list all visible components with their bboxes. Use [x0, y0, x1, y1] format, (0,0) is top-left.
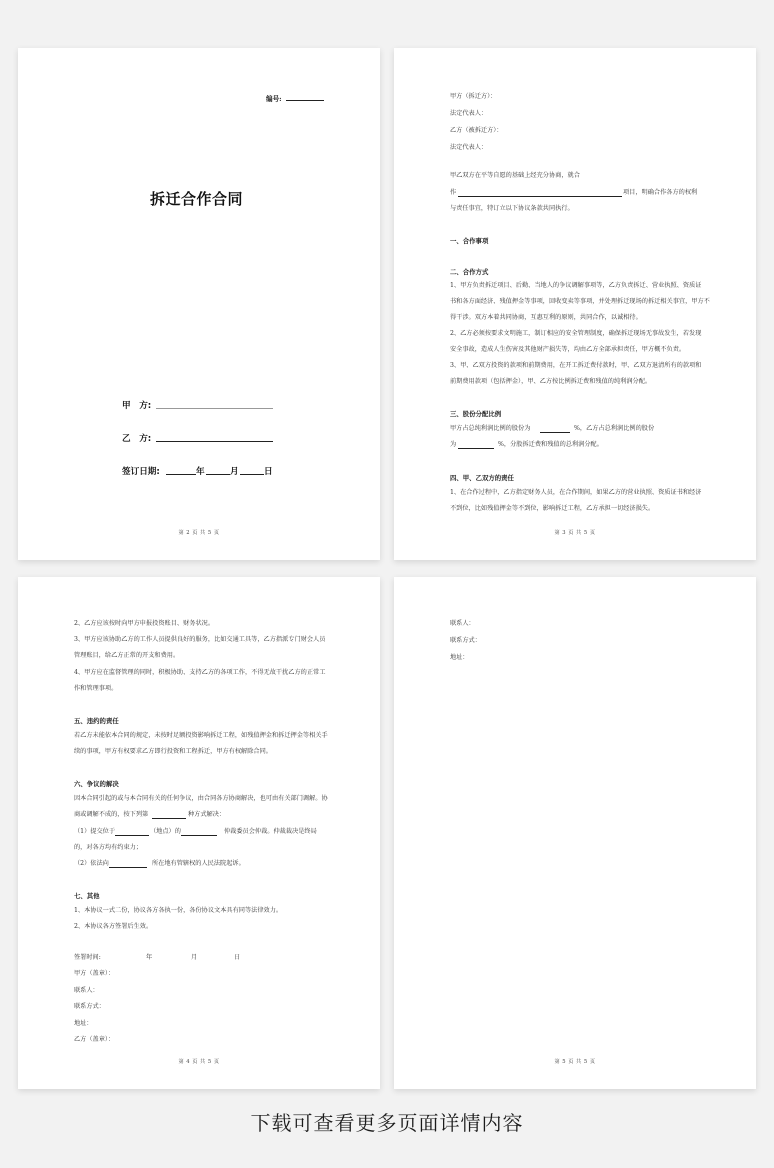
page-footer: 第 3 页 共 5 页	[554, 530, 596, 536]
arbitration-location-blank	[115, 835, 149, 836]
clause-text: 安全事故，造成人生伤害及其他财产损失等，均由乙方全部承担责任，甲方概不负责。	[450, 346, 686, 353]
clause-text: 管理账目，给乙方正常的开支和费用。	[74, 652, 180, 659]
page-footer: 第 5 页 共 5 页	[554, 1059, 596, 1065]
serial-number-blank	[286, 100, 324, 101]
sign-day-unit: 日	[264, 467, 273, 477]
section-heading-7: 七、其他	[74, 892, 100, 900]
party-a-blank	[156, 408, 273, 409]
share-text-a: 甲方占总纯利润比例的股份为	[450, 425, 531, 432]
intro-text-3: 与责任事宜，特订立以下协议条款共同执行。	[450, 205, 574, 212]
method-number-blank	[152, 818, 186, 819]
section-heading-5: 五、违约的责任	[74, 717, 119, 725]
signature-line: 乙方（盖章）：	[74, 1036, 115, 1043]
clause-text: 续的事项，甲方有权要求乙方即行投资和工程拆迁，甲方有权解除合同。	[74, 748, 272, 755]
clause-text: 得干涉。双方本着共同协商，互惠互利的原则，共同合作，以诚相待。	[450, 314, 642, 321]
clause-text: 2、本协议各方签署后生效。	[74, 923, 153, 930]
sign-month-blank	[206, 474, 230, 475]
section-heading-4: 四、甲、乙双方的责任	[450, 474, 514, 482]
clause-text: 的，对各方均有约束力；	[74, 844, 143, 851]
section-heading-1: 一、合作事项	[450, 237, 489, 245]
clause-text: 所在地有管辖权的人民法院起诉。	[152, 860, 245, 867]
project-name-blank	[458, 196, 622, 197]
clause-text: 仲裁委员会仲裁。仲裁裁决是终局	[224, 828, 317, 835]
sign-time-label: 签署时间:	[74, 954, 101, 961]
sign-month-unit: 月	[191, 954, 198, 961]
share-b-blank	[458, 448, 494, 449]
party-b-blank	[156, 441, 273, 442]
intro-text-1: 甲乙双方在平等自愿的基础上经充分协商，就合	[450, 172, 580, 179]
signature-line: 联系方式：	[74, 1003, 105, 1010]
section-heading-6: 六、争议的解决	[74, 780, 119, 788]
serial-number-label: 编号:	[266, 95, 282, 103]
party-b-rep-line: 法定代表人：	[450, 144, 488, 151]
contact-method-line: 联系方式：	[450, 637, 481, 644]
section-heading-3: 三、股份分配比例	[450, 410, 502, 418]
share-text-d: %，分股拆迁费和残值的总利润分配。	[498, 441, 603, 448]
clause-text: 作和管理事项。	[74, 685, 118, 692]
contract-title: 拆迁合作合同	[150, 190, 244, 208]
clause-text: 商或调解不成的，按下列第	[74, 811, 149, 818]
party-b-label: 乙 方:	[122, 434, 152, 444]
download-more-caption: 下载可查看更多页面详情内容	[250, 1111, 524, 1135]
document-page-2	[18, 48, 380, 560]
signature-line: 地址：	[74, 1020, 93, 1027]
party-a-rep-line: 法定代表人：	[450, 110, 488, 117]
clause-text: 前期费用款项（包括押金），甲、乙方按比例拆迁费和残值的纯利润分配。	[450, 378, 652, 385]
clause-text: 2、乙方必须按要求文明施工，制订相应的安全管理制度，确保拆迁现场无事故发生，若发现	[450, 330, 702, 337]
sign-year-unit: 年	[146, 954, 153, 961]
party-a-label: 甲 方:	[122, 401, 152, 411]
clause-text: 因本合同引起的或与本合同有关的任何争议，由合同各方协商解决，也可由有关部门调解。协	[74, 795, 328, 802]
page-footer: 第 4 页 共 5 页	[178, 1059, 220, 1065]
clause-text: 1、在合作过程中，乙方指定财务人员，在合作期间，如果乙方的营业执照、资质证书和经济	[450, 489, 702, 496]
page-footer: 第 2 页 共 5 页	[178, 530, 220, 536]
clause-text: （地点）的	[150, 828, 181, 835]
clause-text: 1、本协议一式二份，协议各方各执一份，各份协议文本具有同等法律效力。	[74, 907, 283, 914]
share-a-blank	[540, 432, 570, 433]
clause-text: （2）依法向	[74, 860, 109, 867]
signature-line: 甲方（盖章）：	[74, 970, 115, 977]
share-text-b: %，乙方占总利润比例的股份	[574, 425, 655, 432]
clause-text: 种方式解决：	[188, 811, 226, 818]
court-location-blank	[109, 867, 147, 868]
sign-day-blank	[240, 474, 264, 475]
clause-text: 不到位，比如残值押金等不到位，影响拆迁工程，乙方承担一切经济损失。	[450, 505, 655, 512]
clause-text: 3、甲、乙双方投资的款项和前期费用，在开工拆迁费付款时，甲、乙双方退清所有的款项和	[450, 362, 702, 369]
clause-text: （1）提交位于	[74, 828, 116, 835]
arbitration-commission-blank	[181, 835, 217, 836]
document-page-4	[18, 577, 380, 1089]
sign-year-unit: 年	[196, 467, 205, 477]
share-text-c: 为	[450, 441, 457, 448]
contact-person-line: 联系人：	[450, 620, 475, 627]
clause-text: 1、甲方负责拆迁项目、后勤、当地人的争议调解事项等，乙方负责拆迁、营业执照、资质证	[450, 282, 702, 289]
sign-date-label: 签订日期:	[122, 467, 160, 477]
clause-text: 3、甲方应该协助乙方的工作人员提供良好的服务，比如交通工具等，乙方指派专门财会人员	[74, 636, 326, 643]
section-heading-2: 二、合作方式	[450, 268, 489, 276]
sign-year-blank	[166, 474, 196, 475]
address-line: 地址：	[450, 654, 469, 661]
intro-text-2-end: 项目，明确合作各方的权利	[623, 189, 698, 196]
intro-text-2-start: 作	[450, 189, 457, 196]
sign-day-unit: 日	[234, 954, 241, 961]
clause-text: 2、乙方应该按时向甲方申报投资账目、财务状况。	[74, 620, 215, 627]
clause-text: 4、甲方应在监督管理的同时，积极协助、支持乙方的各项工作，不得无故干扰乙方的正常工	[74, 669, 326, 676]
sign-month-unit: 月	[230, 467, 239, 477]
signature-line: 联系人：	[74, 987, 99, 994]
document-page-3	[394, 48, 756, 560]
party-b-line: 乙方（被拆迁方）：	[450, 127, 503, 134]
document-page-5	[394, 577, 756, 1089]
party-a-line: 甲方（拆迁方）：	[450, 93, 497, 100]
clause-text: 若乙方未能依本合同的规定，未按时足额投资影响拆迁工程，如残值押金和拆迁押金等相关手	[74, 732, 328, 739]
clause-text: 书和各方面经济、残值押金等事项，回收变卖等事项，并处理拆迁现场的拆迁相关事宜，甲方不	[450, 298, 710, 305]
